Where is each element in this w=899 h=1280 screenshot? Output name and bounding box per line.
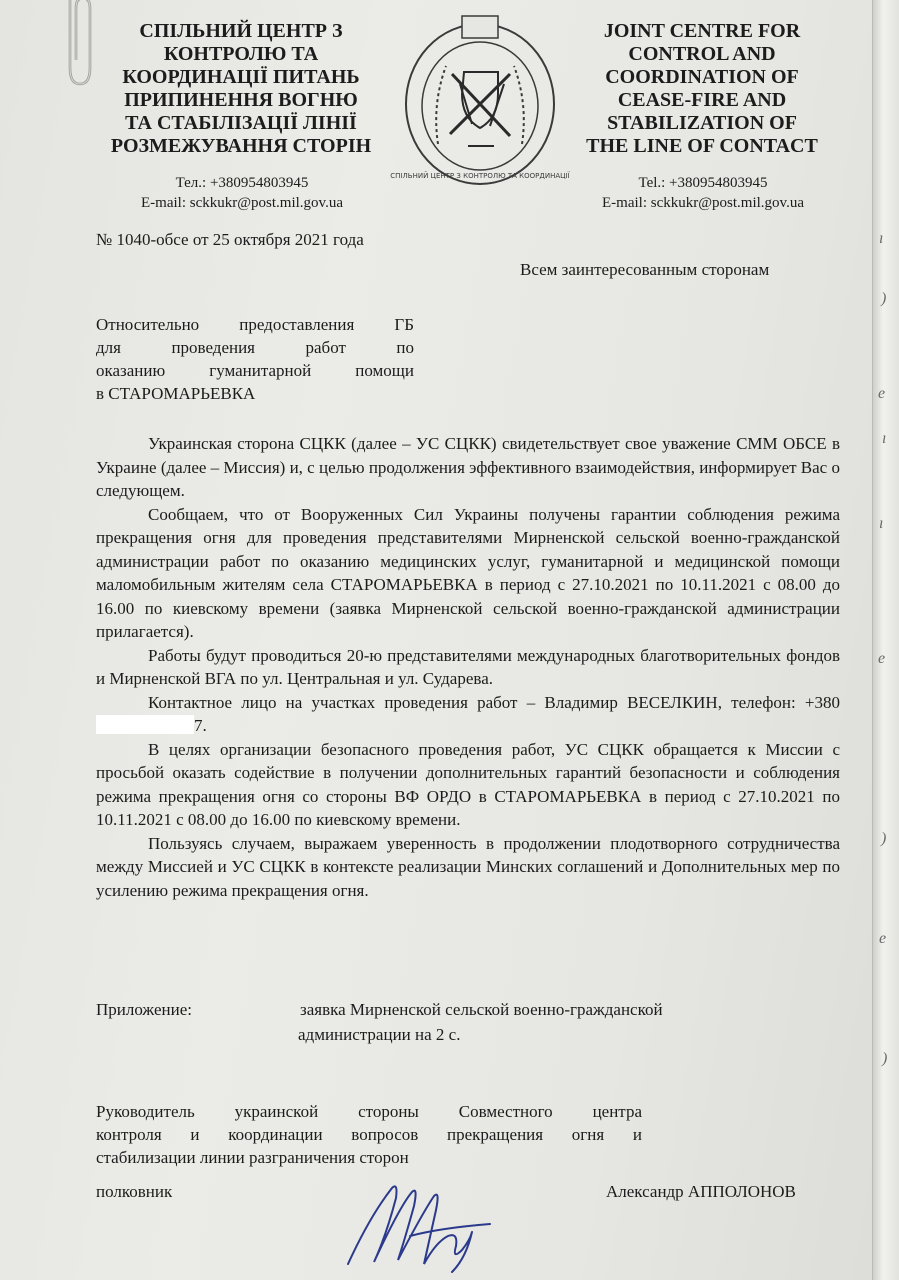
- paragraph-3: Работы будут проводиться 20-ю представителями международных благотворительных фондов и Мирненской ВГА по ул. Центральная и ул. Сударева.: [96, 645, 840, 688]
- paragraph-1: Украинская сторона СЦКК (далее – УС СЦКК) свидетельствует свое уважение СММ ОБСЕ в Украине (далее – Миссия) и, с целью продолжения эффективного взаимодействия, информирует Вас о следующем.: [96, 434, 840, 500]
- header-contacts-left: [102, 173, 382, 213]
- email-right: E-mail: sckkukr@post.mil.gov.ua: [602, 195, 804, 211]
- attachment-label: Приложение:: [96, 1000, 192, 1019]
- signatory-position: Руководитель украинской стороны Совместного центра контроля и координации вопросов прекращения огня и стабилизации линии разграничения сторон: [96, 1102, 642, 1167]
- attachment-line-1: заявка Мирненской сельской военно-гражданской: [300, 1000, 663, 1019]
- subject-block: Относительно предоставления ГБ для проведения работ по оказанию гуманитарной помощи в СТАРОМАРЬЕВКА: [96, 315, 414, 403]
- adjacent-page-edge: ı ) e ı ı e ) e ): [872, 0, 899, 1280]
- paragraph-4: Контактное лицо на участках проведения работ – Владимир ВЕСЕЛКИН, телефон: +3807.: [96, 691, 840, 738]
- paragraph-2: Сообщаем, что от Вооруженных Сил Украины получены гарантии соблюдения режима прекращения огня для проведения представителями Мирненской сельской военно-гражданской администрации работ по оказанию медицинских услуг, гуманитарной и медицинской помощи маломобильным жителям села СТАРОМАРЬЕВКА в период с 27.10.2021 по 10.11.2021 с 08.00 до 16.00 по киевскому времени (заявка Мирненской сельской военно-гражданской администрации прилагается).: [96, 504, 840, 641]
- header-english-title: JOINT CENTRE FOR CONTROL AND COORDINATION OF CEASE-FIRE AND STABILIZATION OF THE LINE OF CONTACT: [586, 20, 818, 157]
- redacted-phone: [96, 715, 194, 734]
- attachment-line-2: администрации на 2 с.: [298, 1025, 461, 1044]
- jccc-emblem-icon: [390, 14, 570, 190]
- paragraph-5: В целях организации безопасного проведения работ, УС СЦКК обращается к Миссии с просьбой оказать содействие в получении дополнительных гарантий безопасности и соблюдения режима прекращения огня со стороны ВФ ОРДО в СТАРОМАРЬЕВКА в период с 27.10.2021 по 10.11.2021 с 08.00 до 16.00 по киевскому времени.: [96, 739, 840, 829]
- letter-body: [96, 432, 840, 902]
- header-contacts-right: [562, 173, 844, 213]
- svg-text:СПІЛЬНИЙ ЦЕНТР З КОНТРОЛЮ ТА К: СПІЛЬНИЙ ЦЕНТР З КОНТРОЛЮ ТА КООРДИНАЦІЇ: [390, 172, 570, 180]
- signatory-name: Александр АППОЛОНОВ: [606, 1182, 796, 1201]
- email-left: E-mail: sckkukr@post.mil.gov.ua: [141, 195, 343, 211]
- phone-right: Tel.: +380954803945: [638, 175, 768, 191]
- signatory-rank: полковник: [96, 1182, 173, 1201]
- document-reference: № 1040-обсе от 25 октября 2021 года: [96, 230, 364, 249]
- handwritten-signature: [340, 1176, 510, 1276]
- phone-left: Тел.: +380954803945: [175, 175, 309, 191]
- header-ukrainian-title: СПІЛЬНИЙ ЦЕНТР З КОНТРОЛЮ ТА КООРДИНАЦІЇ ПИТАНЬ ПРИПИНЕННЯ ВОГНЮ ТА СТАБІЛІЗАЦІЇ ЛІНІЇ РОЗМЕЖУВАННЯ СТОРІН: [110, 20, 372, 157]
- paragraph-6: Пользуясь случаем, выражаем уверенность в продолжении плодотворного сотрудничества между Миссией и УС СЦКК в контексте реализации Минских соглашений и Дополнительных мер по усилению режима прекращения огня.: [96, 833, 840, 900]
- addressee: Всем заинтересованным сторонам: [520, 260, 770, 279]
